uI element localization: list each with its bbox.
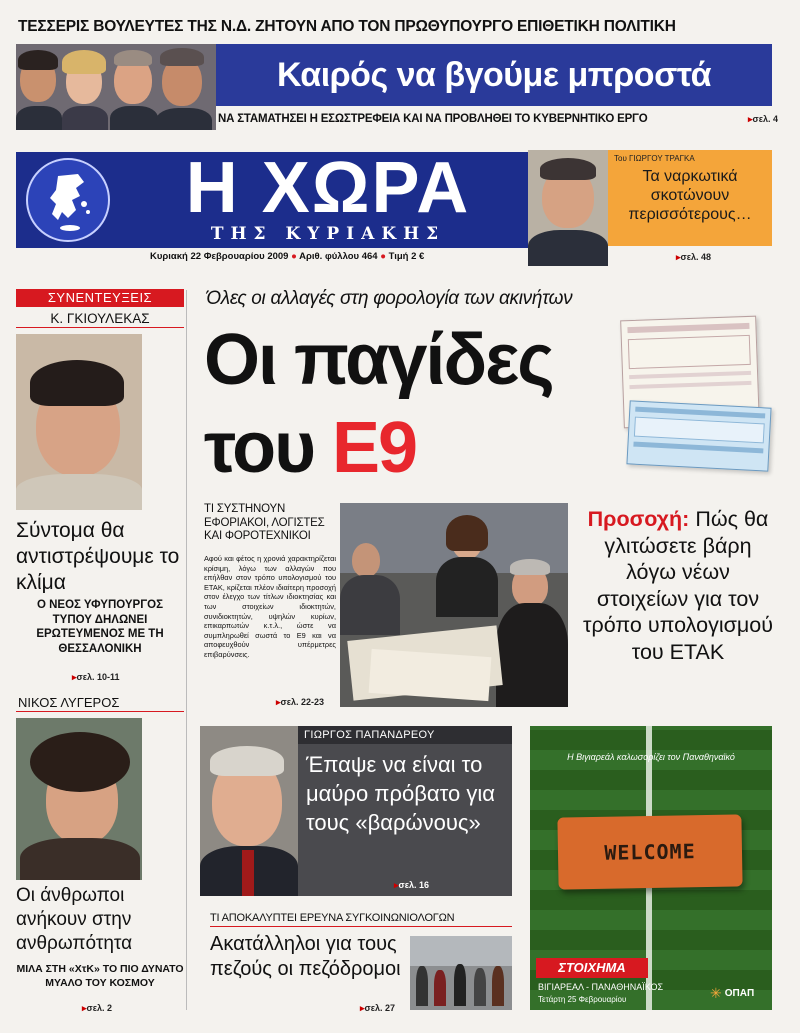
opap-logo-text: ΟΠΑΠ <box>724 987 755 999</box>
dateline-bullet-icon: ● <box>380 251 386 262</box>
column-teaser-text: Τα ναρκωτικά σκοτώνουν περισσότερους… <box>628 168 752 223</box>
interview-quote[interactable]: Σύντομα θα αντιστρέψουμε το κλίμα <box>16 519 180 594</box>
top-banner-photo-strip <box>16 44 216 130</box>
dateline-bullet-icon: ● <box>291 251 297 262</box>
interviewee-name: ΝΙΚΟΣ ΛΥΓΕΡΟΣ <box>16 694 184 712</box>
column-author: Του ΓΙΩΡΓΟΥ ΤΡΑΓΚΑ <box>614 154 695 163</box>
doormat-text: WELCOME <box>604 839 696 865</box>
e9-form-image <box>616 318 772 470</box>
masthead-subtitle: ΤΗΣ ΚΥΡΙΑΚΗΣ <box>210 224 446 244</box>
columnist-photo <box>528 150 608 266</box>
pedestrians-photo <box>410 936 512 1010</box>
top-headline-text: ΤΕΣΣΕΡΙΣ ΒΟΥΛΕΥΤΕΣ ΤΗΣ Ν.Δ. ΖΗΤΟΥΝ ΑΠΟ ΤΟΝ ΠΡΩΘΥΠΟΥΡΓΟ ΕΠΙΘΕΤΙΚΗ ΠΟΛΙΤΙΚΗ <box>18 18 676 35</box>
greece-map-logo <box>26 158 110 242</box>
stoixima-ad[interactable] <box>530 726 772 1010</box>
interview-quote[interactable]: Οι άνθρωποι ανήκουν στην ανθρωπότητα <box>16 885 133 954</box>
masthead-title: Η ΧΩΡΑ <box>185 152 471 228</box>
page-ref: ▸ σελ. 10-11 <box>72 672 120 683</box>
traffic-headline[interactable]: Ακατάλληλοι για τους πεζούς οι πεζόδρομοι <box>210 933 401 980</box>
opap-logo <box>710 982 768 1004</box>
main-headline-line2[interactable] <box>204 406 624 490</box>
interview-summary: Ο ΝΕΟΣ ΥΦΥΠΟΥΡΓΟΣ ΤΥΠΟΥ ΔΗΛΩΝΕΙ ΕΡΩΤΕΥΜΕΝΟΣ ΜΕ ΤΗ ΘΕΣΣΑΛΟΝΙΚΗ <box>36 599 164 655</box>
top-headline <box>18 18 782 40</box>
slogan-text: Καιρός να βγούμε μπροστά <box>277 55 711 94</box>
page-ref: ▸ σελ. 4 <box>748 114 778 125</box>
papandreou-quote: Έπαψε να είναι το μαύρο πρόβατο για τους «βαρώνους» <box>306 752 495 835</box>
dateline <box>150 251 530 265</box>
interviews-label: ΣΥΝΕΝΤΕΥΞΕΙΣ <box>16 289 184 307</box>
advice-head: ΤΙ ΣΥΣΤΗΝΟΥΝ ΕΦΟΡΙΑΚΟΙ, ΛΟΓΙΣΤΕΣ ΚΑΙ ΦΟΡΟΤΕΧΝΙΚΟΙ <box>204 503 325 542</box>
masthead <box>16 152 528 248</box>
lygeros-photo <box>16 718 142 880</box>
ad-brand-text: ΣΤΟΙΧΗΜΑ <box>558 960 626 975</box>
giouleka-photo <box>16 334 142 510</box>
interviewee-name: Κ. ΓΚΙΟΥΛΕΚΑΣ <box>16 310 184 328</box>
page-ref: ▸ σελ. 27 <box>360 1003 395 1014</box>
papandreou-box[interactable] <box>298 726 512 896</box>
main-headline-line1[interactable]: Οι παγίδες <box>204 320 553 400</box>
ad-tagline: Η Βιγιαρεάλ καλωσορίζει τον Παναθηναϊκό <box>567 752 735 762</box>
page-ref: ▸ σελ. 16 <box>394 880 429 891</box>
dateline-issue: Αριθ. φύλλου 464 <box>299 251 378 262</box>
traffic-kicker: ΤΙ ΑΠΟΚΑΛΥΠΤΕΙ ΕΡΕΥΝΑ ΣΥΓΚΟΙΝΩΝΙΟΛΟΓΩΝ <box>210 912 512 927</box>
dateline-date: Κυριακή 22 Φεβρουαρίου 2009 <box>150 251 289 262</box>
papandreou-name: ΓΙΩΡΓΟΣ ΠΑΠΑΝΔΡΕΟΥ <box>298 726 512 744</box>
slogan-subline-text: ΝΑ ΣΤΑΜΑΤΗΣΕΙ Η ΕΣΩΣΤΡΕΦΕΙΑ ΚΑΙ ΝΑ ΠΡΟΒΛΗΘΕΙ ΤΟ ΚΥΒΕΡΝΗΤΙΚΟ ΕΡΓΟ <box>218 113 648 125</box>
slogan-banner <box>216 44 772 106</box>
slogan-subline <box>218 110 778 128</box>
main-story-body: Αφού και φέτος η χρονιά χαρακτηρίζεται κρίσιμη, λόγω των αλλαγών που επήλθαν στον τρόπο υπολογισμού του ΕΤΑΚ, κρίζεται πλέον ιδιαίτερη προσοχή στον έλεγχο των τίτλων ιδιοκτησίας και των στοιχείων ιδιοκτητών, συνιδιοκτητών, υψηλών κυρίων, επικαρπωτών κ.τ.λ., ώστε να συμπληρωθεί σωστά το Ε9 και να αποφευχθούν υπέρμετρες επιβαρύνσεις. <box>204 554 336 659</box>
ad-match: ΒΙΓΙΑΡΕΑΛ - ΠΑΝΑΘΗΝΑΪΚΟΣ <box>538 982 664 992</box>
headline-word-tou: του <box>204 408 315 488</box>
interview-summary: ΜΙΛΑ ΣΤΗ «ΧτΚ» ΤΟ ΠΙΟ ΔΥΝΑΤΟ ΜΥΑΛΟ ΤΟΥ ΚΟΣΜΟΥ <box>16 963 184 989</box>
tax-office-photo <box>340 503 568 707</box>
page-ref: ▸ σελ. 48 <box>676 252 711 263</box>
page-ref: ▸ σελ. 2 <box>82 1003 112 1014</box>
caution-text: Πώς θα γλιτώσετε βάρη λόγω νέων στοιχείων για τον τρόπο υπολογισμού του ΕΤΑΚ <box>583 507 773 664</box>
welcome-doormat <box>557 814 742 889</box>
sidebar-divider <box>186 290 187 1010</box>
ad-date: Τετάρτη 25 Φεβρουαρίου <box>538 995 627 1004</box>
dateline-price: Τιμή 2 € <box>388 251 425 262</box>
column-teaser[interactable] <box>608 150 772 246</box>
page-ref: ▸ σελ. 22-23 <box>276 697 324 708</box>
papandreou-photo <box>200 726 298 896</box>
ad-brand <box>536 958 648 978</box>
caution-label: Προσοχή: <box>587 507 690 531</box>
headline-word-e9: Ε9 <box>332 408 417 488</box>
caution-block[interactable] <box>580 506 776 665</box>
main-kicker: Όλες οι αλλαγές στη φορολογία των ακινήτων <box>206 288 573 309</box>
opap-star-icon: ✳ <box>710 984 722 1001</box>
